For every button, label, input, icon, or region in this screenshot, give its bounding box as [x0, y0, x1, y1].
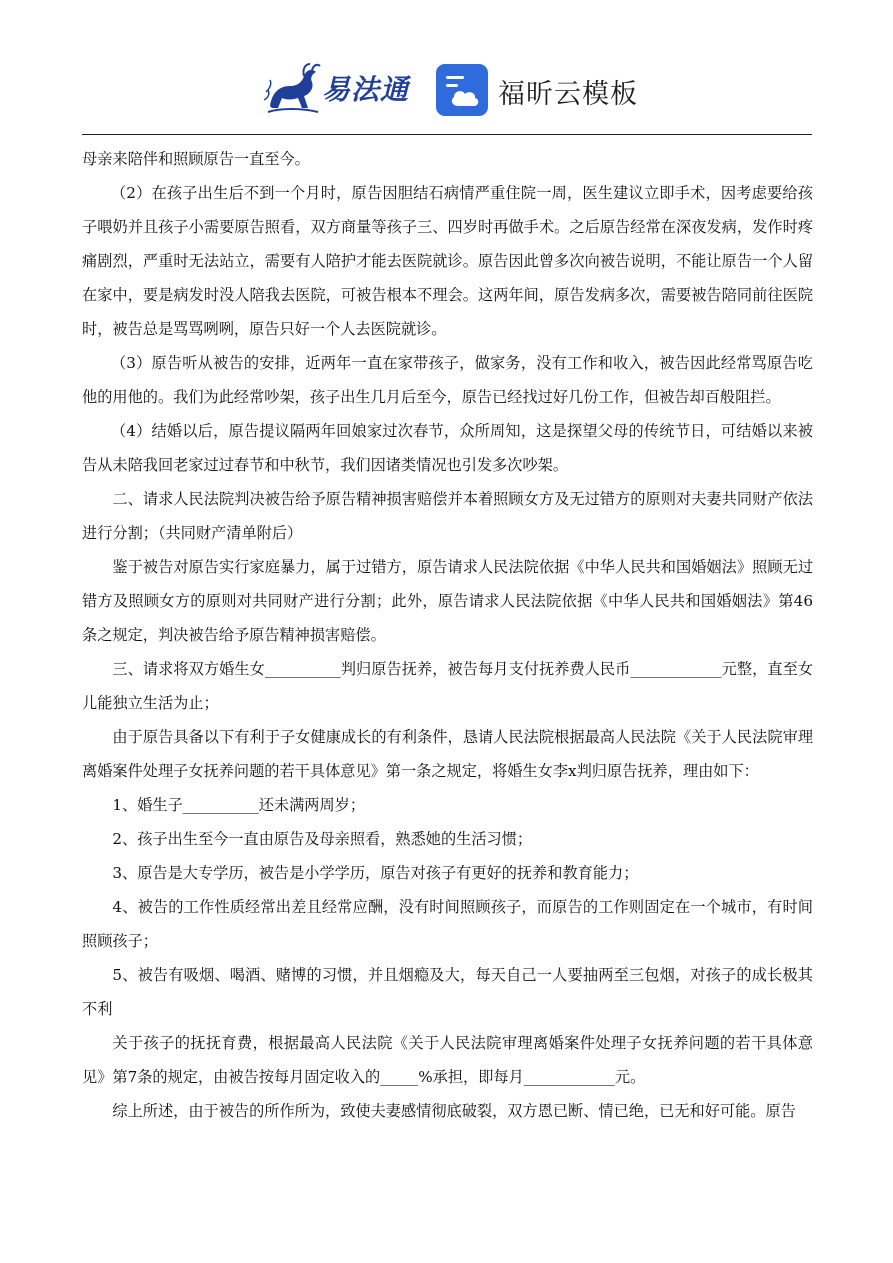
paragraph-conclusion: 综上所述，由于被告的所作所为，致使夫妻感情彻底破裂，双方恩已断、情已绝，已无和好可能。原告: [112, 1102, 796, 1120]
paragraph-fact-3: （3）原告听从被告的安排，近两年一直在家带孩子，做家务，没有工作和收入，被告因此经常骂原告吃他的用他的。我们为此经常吵架，孩子出生几月后至今，原告已经找过好几份工作，但被告却百般阻拦。: [82, 354, 813, 406]
paragraph-claim-2-reason: 鉴于被告对原告实行家庭暴力，属于过错方，原告请求人民法院依据《中华人民共和国婚姻法》照顾无过错方及照顾女方的原则对共同财产进行分割；此外，原告请求人民法院依据《中华人民共和国婚姻法》第46条之规定，判决被告给予原告精神损害赔偿。: [82, 558, 813, 644]
qilin-icon: [262, 62, 322, 118]
document-cloud-icon: [436, 64, 488, 116]
paragraph-continuation: 母亲来陪伴和照顾原告一直至今。: [82, 150, 310, 168]
list-item-reason-3: 3、原告是大专学历，被告是小学学历，原告对孩子有更好的抚养和教育能力；: [112, 864, 639, 882]
document-body: [82, 142, 813, 1128]
list-item-reason-4: 4、被告的工作性质经常出差且经常应酬，没有时间照顾孩子，而原告的工作则固定在一个城市，有时间照顾孩子；: [82, 898, 813, 950]
foxit-cloud-template-text: 福昕云模板: [498, 79, 638, 110]
foxit-cloud-template-logo: [436, 64, 646, 118]
page-header: [0, 52, 893, 130]
paragraph-child-support: 关于孩子的抚抚育费，根据最高人民法院《关于人民法院审理离婚案件处理子女抚养问题的若干具体意见》第7条的规定，由被告按每月固定收入的_____%承担，即每月____________元。: [82, 1034, 813, 1086]
list-item-reason-2: 2、孩子出生至今一直由原告及母亲照看，熟悉她的生活习惯；: [112, 830, 533, 848]
paragraph-custody-basis: 由于原告具备以下有利于子女健康成长的有利条件，恳请人民法院根据最高人民法院《关于人民法院审理离婚案件处理子女抚养问题的若干具体意见》第一条之规定，将婚生女李x判归原告抚养，理由如下：: [82, 728, 813, 780]
yifatong-text: 易法通: [322, 73, 410, 106]
yifatong-logo: [262, 62, 414, 118]
paragraph-fact-4: （4）结婚以后，原告提议隔两年回娘家过次春节，众所周知，这是探望父母的传统节日，可结婚以来被告从未陪我回老家过过春节和中秋节，我们因诸类情况也引发多次吵架。: [82, 422, 813, 474]
paragraph-claim-2: 二、请求人民法院判决被告给予原告精神损害赔偿并本着照顾女方及无过错方的原则对夫妻共同财产依法进行分割；（共同财产清单附后）: [82, 490, 813, 542]
header-divider: [82, 134, 812, 135]
list-item-reason-5: 5、被告有吸烟、喝酒、赌博的习惯，并且烟瘾及大，每天自己一人要抽两至三包烟，对孩子的成长极其不利: [82, 966, 813, 1018]
list-item-reason-1: 1、婚生子__________还未满两周岁；: [112, 796, 366, 814]
paragraph-fact-2: （2）在孩子出生后不到一个月时，原告因胆结石病情严重住院一周，医生建议立即手术，因考虑要给孩子喂奶并且孩子小需要原告照看，双方商量等孩子三、四岁时再做手术。之后原告经常在深夜发病，发作时疼痛剧烈，严重时无法站立，需要有人陪护才能去医院就诊。原告因此曾多次向被告说明，不能让原告一个人留在家中，要是病发时没人陪我去医院，可被告根本不理会。这两年间，原告发病多次，需要被告陪同前往医院时，被告总是骂骂咧咧，原告只好一个人去医院就诊。: [82, 184, 813, 338]
paragraph-claim-3: 三、请求将双方婚生女__________判归原告抚养，被告每月支付抚养费人民币____________元整，直至女儿能独立生活为止；: [82, 660, 813, 712]
